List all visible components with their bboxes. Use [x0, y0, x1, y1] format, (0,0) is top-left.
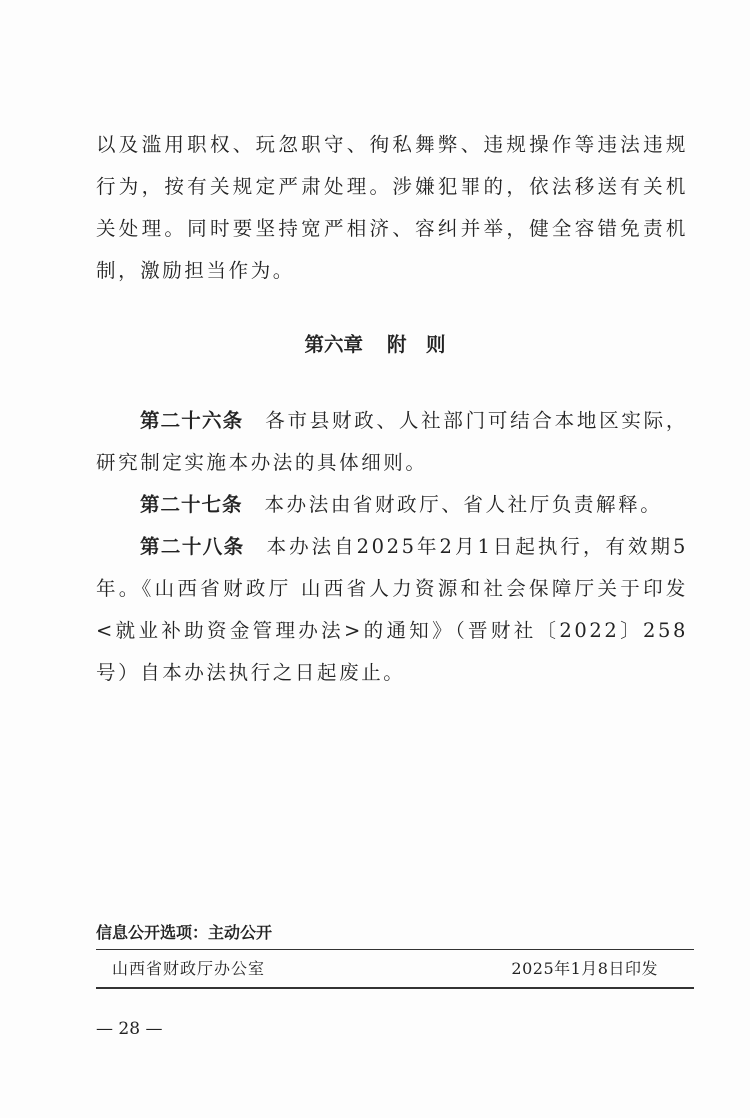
footer-rule-bottom — [96, 987, 694, 989]
article-28 — [96, 526, 688, 694]
article-number: 第二十六条 — [140, 409, 244, 432]
article-number: 第二十七条 — [140, 493, 243, 516]
article-text: 各市县财政、人社部门可结合本地区实际，研究制定实施本办法的具体细则。 — [96, 409, 688, 474]
article-number: 第二十八条 — [140, 535, 245, 558]
chapter-heading — [0, 324, 750, 366]
body-paragraph-continuation: 以及滥用职权、玩忽职守、徇私舞弊、违规操作等违法违规行为，按有关规定严肃处理。涉嫌犯罪的，依法移送有关机关处理。同时要坚持宽严相济、容纠并举，健全容错免责机制，激励担当作为。 — [96, 133, 688, 282]
article-text: 本办法由省财政厅、省人社厅负责解释。 — [264, 493, 663, 516]
article-27 — [96, 484, 688, 526]
chapter-number: 第六章 — [304, 333, 363, 356]
page-number: — 28 — — [96, 1019, 163, 1039]
article-26 — [96, 400, 688, 484]
footer-rule-top — [96, 949, 694, 950]
issuing-office: 山西省财政厅办公室 — [112, 959, 266, 978]
issue-date: 2025年1月8日印发 — [511, 959, 658, 978]
article-text: 本办法自2025年2月1日起执行，有效期5年。《山西省财政厅 山西省人力资源和社会保障厅关于印发<就业补助资金管理办法>的通知》（晋财社〔2022〕258号）自本办法执行之日起废止。 — [96, 535, 688, 684]
disclosure-option: 信息公开选项：主动公开 — [96, 923, 273, 942]
chapter-title: 附 则 — [387, 333, 446, 356]
